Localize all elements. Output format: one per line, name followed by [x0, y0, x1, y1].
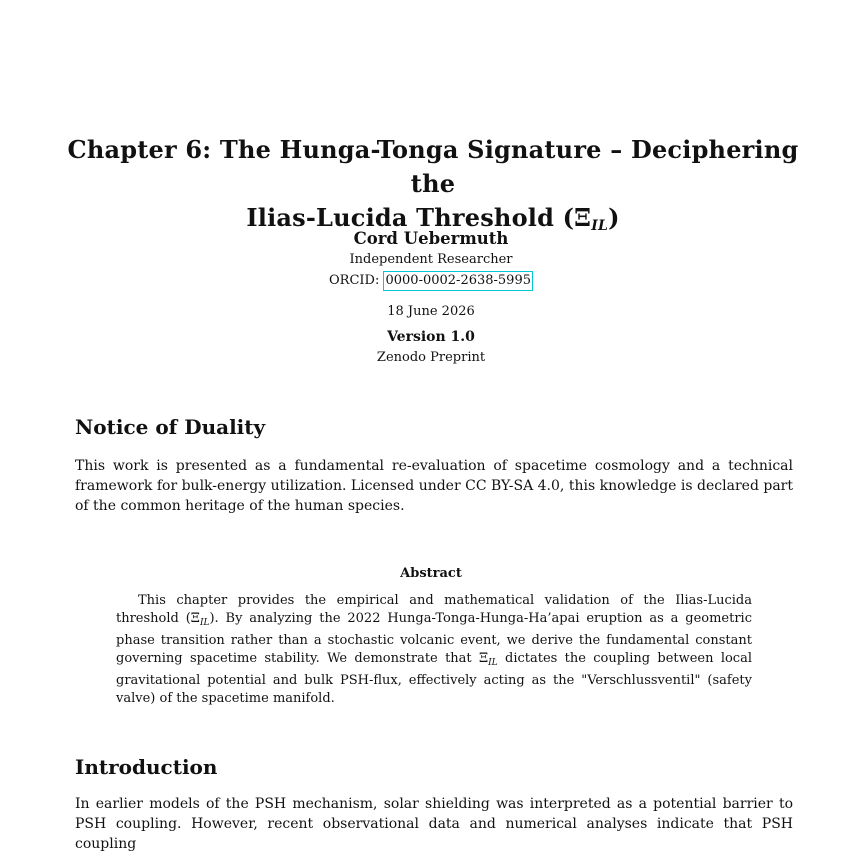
abstract-subscript-1: IL [199, 617, 210, 628]
orcid-line [0, 270, 862, 292]
publication-date: 18 June 2026 [387, 304, 475, 319]
abstract-subscript-2: IL [488, 657, 498, 668]
orcid-link[interactable]: 0000-0002-2638-5995 [383, 271, 533, 291]
title-subscript: IL [591, 218, 609, 234]
title-line-1: Chapter 6: The Hunga-Tonga Signature – Deciphering the [67, 135, 799, 198]
orcid-label: ORCID: [329, 273, 380, 288]
abstract-text-1: This chapter provides the empirical and mathematical validation of the Ilias-Lucida threshold (Ξ [116, 593, 752, 626]
abstract-heading: Abstract [400, 566, 462, 581]
section-heading-notice: Notice of Duality [75, 415, 266, 439]
author-block [0, 228, 862, 368]
paper-title [60, 133, 806, 243]
title-line-2-prefix: Ilias-Lucida Threshold (Ξ [246, 203, 592, 232]
author-name: Cord Uebermuth [353, 229, 509, 248]
notice-paragraph: This work is presented as a fundamental re-evaluation of spacetime cosmology and a technical framework for bulk-energy utilization. Licensed under CC BY-SA 4.0, this knowledge is declared part of the common heritage of the human species. [75, 458, 793, 514]
title-line-2-suffix: ) [608, 203, 620, 232]
abstract-text-3: dictates the coupling between local gravitational potential and bulk PSH-flux, effectively acting as the "Verschlussventil" (safety valve) of the spacetime manifold. [116, 650, 752, 706]
section-heading-introduction: Introduction [75, 755, 218, 779]
version-label: Version 1.0 [387, 329, 475, 345]
author-affiliation: Independent Researcher [349, 252, 513, 267]
abstract-paragraph [116, 592, 752, 707]
introduction-paragraph: In earlier models of the PSH mechanism, solar shielding was interpreted as a potential barrier to PSH coupling. However, recent observational data and numerical analyses indicate that PSH coupling [75, 796, 793, 852]
venue-label: Zenodo Preprint [376, 350, 486, 365]
abstract-text-2: ). By analyzing the 2022 Hunga-Tonga-Hunga-Ha’apai eruption as a geometric phase transition rather than a stochastic volcanic event, we derive the fundamental constant governing spacetime stability. We demonstrate that Ξ [116, 610, 752, 666]
